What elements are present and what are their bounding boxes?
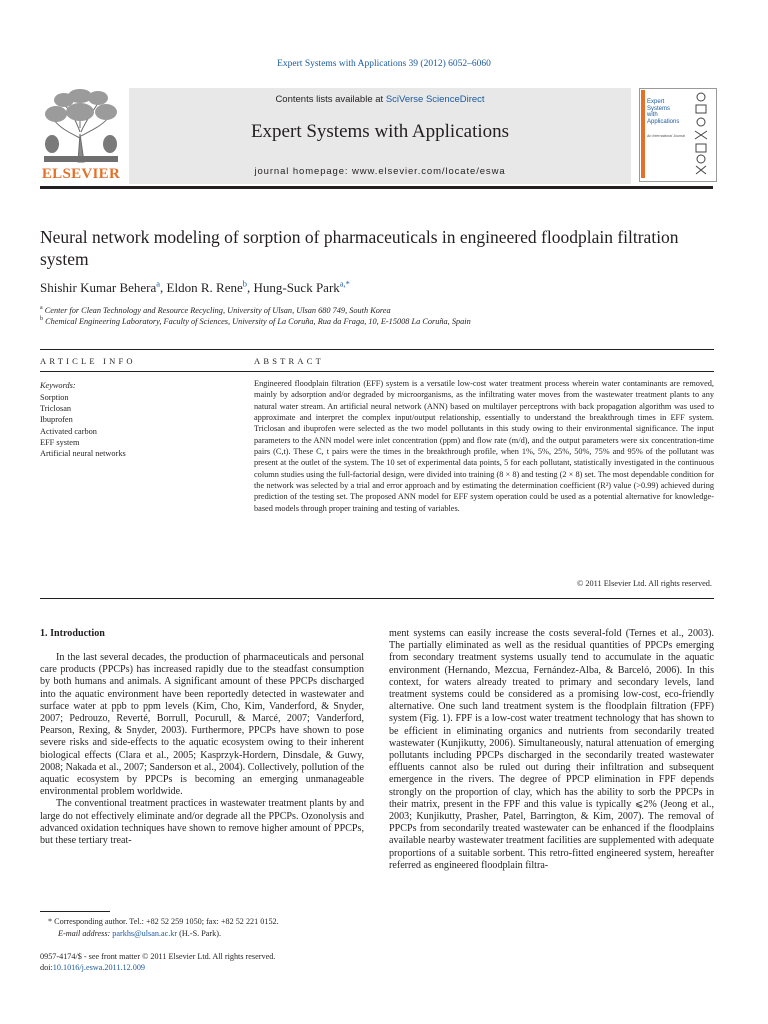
abstract-rule xyxy=(254,371,714,372)
cover-line: Applications xyxy=(647,118,680,125)
keyword-item: Ibuprofen xyxy=(40,415,73,425)
homepage-prefix: journal homepage: xyxy=(254,166,353,177)
author-affiliation-mark[interactable]: a,* xyxy=(339,278,350,289)
affiliation-mark: b xyxy=(40,316,43,323)
abstract-heading: ABSTRACT xyxy=(254,356,324,366)
doi-link[interactable]: 10.1016/j.eswa.2011.12.009 xyxy=(52,963,146,972)
journal-title: Expert Systems with Applications xyxy=(250,121,510,142)
keyword-item: EFF system xyxy=(40,437,80,447)
journal-homepage xyxy=(129,166,631,177)
footnote-rule xyxy=(40,911,110,912)
doi-label: doi: xyxy=(40,963,53,972)
cover-icons xyxy=(690,91,712,177)
affiliation-text: Chemical Engineering Laboratory, Faculty of Sciences, University of La Coruña, Rua da Fraga, 10, E-15008 La Coruña, Spain xyxy=(45,317,471,326)
issn-line: 0957-4174/$ - see front matter © 2011 Elsevier Ltd. All rights reserved. xyxy=(40,952,276,961)
affiliation xyxy=(40,306,730,315)
elsevier-wordmark: ELSEVIER xyxy=(41,166,121,182)
intro-paragraph: In the last several decades, the production of pharmaceuticals and personal care products (PPCPs) has increased rapidly due to the steadfast consumption by both humans and animals. A significant amount of these PPCPs discharged into the aquatic environment have been reportedly detected in wastewater and surface water at ppb to ppm levels (Kim, Cho, Kim, Vanderford, & Snyder, 2007; Pedrouzo, Reverté, Borrull, Pocurull, & Marcé, 2007; Vanderford, Pearson, Rexing, & Snyder, 2003). Furthermore, PPCPs have shown to pose severe risks and side-effects to the aquatic ecosystem owing to their inherent biological effects (Clara et al., 2005; Kasprzyk-Hordern, Dinsdale, & Guwy, 2008; Nakada et al., 2007; Sanderson et al., 2004). Collectively, pollution of the aquatic ecosystem by PPCPs is becoming an emerging unmanageable environmental problem worldwide. xyxy=(40,652,364,798)
homepage-link[interactable]: www.elsevier.com/locate/eswa xyxy=(352,166,506,177)
author-list: Shishir Kumar Behera$^a$, Eldon R. Rene$^b$, Hung-Suck Park$^{a,*}$ xyxy=(40,278,350,295)
sciencedirect-link[interactable]: SciVerse ScienceDirect xyxy=(385,94,485,105)
body-column-left xyxy=(40,652,364,847)
keyword-item: Sorption xyxy=(40,393,69,402)
author-affiliation-mark[interactable]: b xyxy=(242,278,247,289)
cover-accent-stripe xyxy=(641,90,645,178)
affiliation xyxy=(40,317,730,326)
intro-paragraph: ment systems can easily increase the costs several-fold (Ternes et al., 2003). The partially eliminated as well as the residual quantities of PPCPs emerging from secondary treatment systems usually tend to accumulate in the aquatic environment (Hernando, Mezcua, Fernández-Alba, & Barceló, 2006). In this context, for waters already treated to primary and secondary levels, land treatment systems could be considered as a promising low-cost, eco-friendly alternative. One such land treatment system is the floodplain filtration (FPF) system (Fig. 1). FPF is a low-cost water treatment technology that has shown to be efficient in eliminating organics and nutrients from secondarily treated wastewater (Kunjikutty, 2006). Simultaneously, natural attenuation of emerging pollutants including PPCPs discharged in the secondarily treated wastewater effluents cannot also be ruled out during their infiltration and subsequent emergence in the rivers. The degree of PPCP elimination in FPF depends strongly on the proportion of clay, which has the ability to sorb the PPCPs in their matrix, present in the FPF and this value is typically ⩽2% (Jeong et al., 2003; Kunjikutty, Prasher, Patel, Barrington, & Kim, 2007). The removal of PPCPs from secondarily treated wastewater can be enhanced if the floodplains available nearby wastewater treatment facilities are supplemented with adequate proportions of a suitable sorbent. This retro-fitted engineered system, hereafter referred as engineered floodplain filtra- xyxy=(389,628,714,871)
author-name: Hung-Suck Park xyxy=(253,280,340,295)
doi-line xyxy=(40,963,400,972)
section-heading-introduction: 1. Introduction xyxy=(40,628,105,639)
body-column-right xyxy=(389,628,714,872)
contents-prefix: Contents lists available at xyxy=(275,94,386,105)
keyword-list xyxy=(40,392,240,459)
cover-line: Systems xyxy=(647,105,671,112)
author-name: Eldon R. Rene xyxy=(166,280,243,295)
abstract-top-rule xyxy=(254,349,714,350)
affiliation-text: Center for Clean Technology and Resource Recycling, University of Ulsan, Ulsan 680 749, South Korea xyxy=(44,306,391,315)
intro-paragraph: The conventional treatment practices in wastewater treatment plants by and large do not effectively eliminate and/or degrade all the PPCPs. Ozonolysis and advanced oxidation techniques have shown to remove higher amount of PPCPs, but these tertiary treat- xyxy=(40,798,364,847)
article-info-top-rule xyxy=(40,349,270,350)
keyword-item: Activated carbon xyxy=(40,426,97,436)
cover-subtitle: An International Journal xyxy=(647,134,685,138)
journal-citation[interactable]: Expert Systems with Applications 39 (2012) 6052–6060 xyxy=(277,59,491,69)
abstract-copyright: © 2011 Elsevier Ltd. All rights reserved. xyxy=(576,579,712,588)
keyword-item: Triclosan xyxy=(40,404,72,414)
email-label: E-mail address: xyxy=(58,929,113,938)
abstract-bottom-rule xyxy=(254,598,714,599)
cover-line: with xyxy=(647,112,658,119)
article-info-rule xyxy=(40,371,270,372)
affiliation-mark: a xyxy=(40,305,43,312)
email-link[interactable]: parkhs@ulsan.ac.kr xyxy=(112,929,178,938)
corresponding-author-note: * Corresponding author. Tel.: +82 52 259 1050; fax: +82 52 221 0152. xyxy=(48,917,279,926)
email-note xyxy=(40,929,388,938)
paper-title: Neural network modeling of sorption of pharmaceuticals in engineered floodplain filtration system xyxy=(40,227,679,269)
email-suffix: (H.-S. Park). xyxy=(177,929,222,938)
cover-title xyxy=(647,99,689,125)
article-info-bottom-rule xyxy=(40,598,270,599)
header-rule xyxy=(40,186,713,189)
keywords-label: Keywords: xyxy=(40,381,76,390)
author-name: Shishir Kumar Behera xyxy=(40,280,157,295)
article-info-heading: ARTICLE INFO xyxy=(40,356,136,366)
keyword-item: Artificial neural networks xyxy=(40,449,126,459)
abstract-text: Engineered floodplain filtration (EFF) system is a versatile low-cost water treatment process wherein water contaminants are removed, mainly by adsorption and/or degraded by microorganisms, as the infiltrating water moves from the wastewater treatment plants to any natural water stream. An artificial neural network (ANN) based on multilayer perceptrons with back propagation algorithm was used to approximate and interpret the complex input/output relationship, essentially to understand the breakthrough times in EFF system. Triclosan and ibuprofen were selected as the two model pollutants in this study owing to their environmental significance. The input parameters to the ANN model were inlet concentration (ppm) and flow rate (m/d), and the output parameters were six concentration-time pairs (C,t). These C, t pairs were the times in the breakthrough profile, when 1%, 5%, 25%, 50%, 75% and 95% of the pollutant was present at the outlet of the system. The 10 set of experimental data points, 5 for each pollutant, statistically investigated in the continuous column studies using the full-factorial design, were divided into training (8 × 8) and testing (2 × 8) set. The most dependable condition for the network was selected by a trial and error approach and by estimating the determination coefficient (R²) value (>0.99) achieved during prediction of the testing set. The proposed ANN model for EFF system operation could be used as a potential alternative for knowledge-based models through proper training and testing of variables. xyxy=(254,379,714,513)
cover-line: Expert xyxy=(647,99,665,105)
author-affiliation-mark[interactable]: a xyxy=(156,278,161,289)
contents-line xyxy=(129,94,631,105)
